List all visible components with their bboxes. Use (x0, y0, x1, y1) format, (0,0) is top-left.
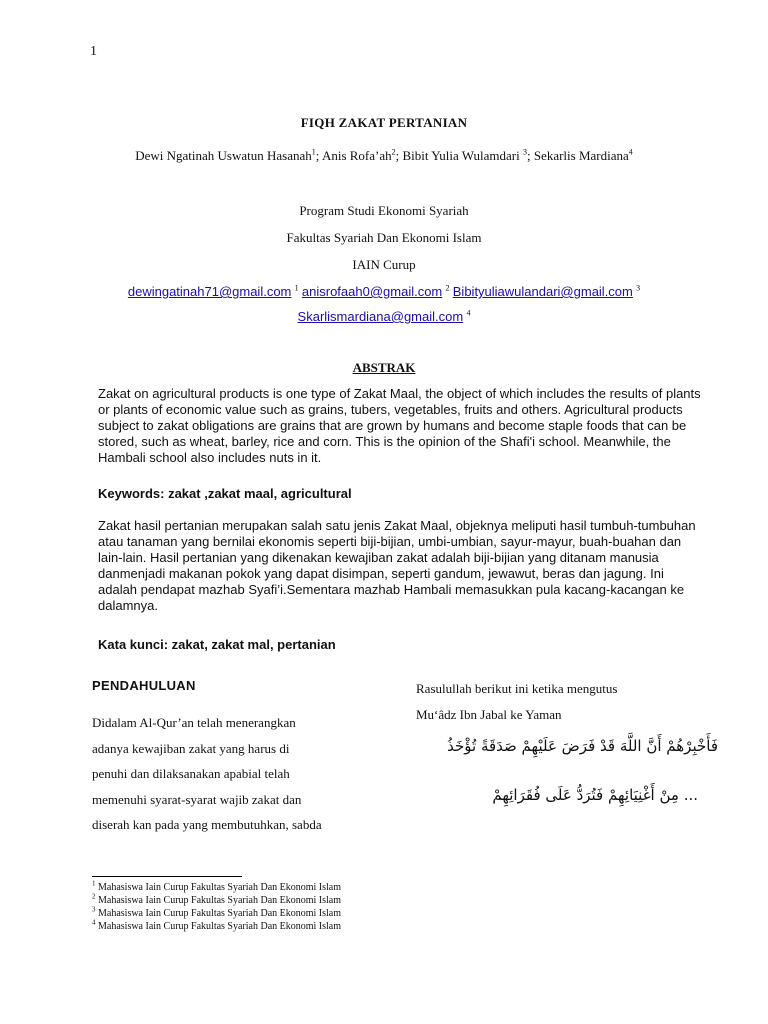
email-footnote-marker: 3 (636, 283, 641, 293)
footnote-number: 4 (92, 918, 96, 927)
author-footnote-marker[interactable]: 4 (628, 147, 633, 157)
footnote-text: Mahasiswa Iain Curup Fakultas Syariah Dan Ekonomi Islam (95, 908, 342, 919)
paper-title: FIQH ZAKAT PERTANIAN (300, 115, 468, 130)
keywords-english: Keywords: zakat ,zakat maal, agricultural (98, 486, 352, 501)
footnote-text: Mahasiswa Iain Curup Fakultas Syariah Dan Ekonomi Islam (95, 882, 342, 893)
body-line: memenuhi syarat-syarat wajib zakat dan (92, 791, 302, 807)
page-number: 1 (90, 44, 97, 59)
author-name: Bibit Yulia Wulamdari (402, 148, 523, 163)
affiliation-institution: IAIN Curup (352, 257, 416, 272)
author-footnote-marker[interactable]: 3 (522, 147, 527, 157)
email-footnote-marker: 1 (294, 283, 299, 293)
body-line: Didalam Al-Qur’an telah menerangkan (92, 715, 296, 730)
email-footnote-marker: 4 (466, 308, 471, 318)
footnote (92, 907, 341, 920)
footnote (92, 920, 341, 933)
keywords-indonesian: Kata kunci: zakat, zakat mal, pertanian (98, 637, 336, 652)
abstract-english: Zakat on agricultural products is one type of Zakat Maal, the object of which includes the results of plants or plants of economic value such as grains, tubers, vegetables, fruits and others. Agricultural products subject to zakat obligations are grains that are grown by humans and become staple foods that can be stored, such as wheat, barley, rice and corn. This is the opinion of the Shafi'i school. Meanwhile, the Hambali school also includes nuts in it. (98, 386, 701, 465)
section-heading: PENDAHULUAN (92, 678, 196, 693)
affiliation-faculty: Fakultas Syariah Dan Ekonomi Islam (286, 230, 482, 245)
hadith-arabic-line: ... مِنْ أَغْنِيَائِهِمْ فَتُرَدُّ عَلَى فُقَرَائِهِمْ (492, 786, 698, 804)
author-footnote-marker[interactable]: 2 (391, 147, 396, 157)
email-link[interactable]: anisrofaah0@gmail.com (301, 284, 443, 299)
intro-right-column (416, 676, 716, 727)
email-footnote-marker: 2 (445, 283, 450, 293)
author-name: Anis Rofa’ah (321, 148, 392, 163)
body-line: Rasulullah berikut ini ketika mengutus (416, 681, 618, 696)
body-line: penuhi dan dilaksanakan apabial telah (92, 766, 290, 781)
footnotes (92, 881, 341, 933)
author-list (0, 148, 768, 164)
footnote-divider (92, 876, 242, 877)
hadith-arabic-line: فَأَخْبِرْهُمْ أَنَّ اللَّهَ قَدْ فَرَضَ عَلَيْهِمْ صَدَقَةً تُؤْخَذُ (447, 737, 718, 755)
author-separator: ; (395, 148, 403, 163)
body-line: Mu‘âdz Ibn Jabal ke Yaman (416, 706, 562, 722)
email-line-1 (0, 284, 768, 300)
author-name: Sekarlis Mardiana (533, 148, 629, 163)
body-line: adanya kewajiban zakat yang harus di (92, 740, 290, 756)
footnote (92, 881, 341, 894)
author-separator: ; (315, 148, 322, 163)
email-link[interactable]: Bibityuliawulandari@gmail.com (452, 284, 633, 299)
email-line-2 (0, 309, 768, 325)
footnote-number: 3 (92, 905, 96, 914)
footnote-text: Mahasiswa Iain Curup Fakultas Syariah Dan Ekonomi Islam (95, 895, 342, 906)
email-link[interactable]: Skarlismardiana@gmail.com (297, 309, 464, 324)
footnote-number: 1 (92, 879, 96, 888)
abstract-heading: ABSTRAK (352, 360, 416, 375)
author-footnote-marker[interactable]: 1 (311, 147, 316, 157)
author-name: Dewi Ngatinah Uswatun Hasanah (135, 148, 312, 163)
footnote-text: Mahasiswa Iain Curup Fakultas Syariah Dan Ekonomi Islam (95, 921, 342, 932)
author-separator: ; (526, 148, 534, 163)
email-link[interactable]: dewingatinah71@gmail.com (127, 284, 292, 299)
footnote (92, 894, 341, 907)
intro-left-column (92, 710, 382, 838)
affiliation-program: Program Studi Ekonomi Syariah (299, 203, 469, 218)
body-line: diserah kan pada yang membutuhkan, sabda (92, 817, 322, 832)
abstract-indonesian: Zakat hasil pertanian merupakan salah satu jenis Zakat Maal, objeknya meliputi hasil tumbuh-tumbuhan atau tanaman yang bernilai ekonomis seperti biji-bijian, umbi-umbian, sayur-mayur, buah-buahan dan lain-lain. Hasil pertanian yang dikenakan kewajiban zakat adalah biji-bijian yang ditanam manusia danmenjadi makanan pokok yang dapat disimpan, seperti gandum, jewawut, beras dan jagung. Ini adalah pendapat mazhab Syafi’i.Sementara mazhab Hambali memasukkan pula kacang-kacangan ke dalamnya. (98, 518, 696, 613)
footnote-number: 2 (92, 892, 96, 901)
